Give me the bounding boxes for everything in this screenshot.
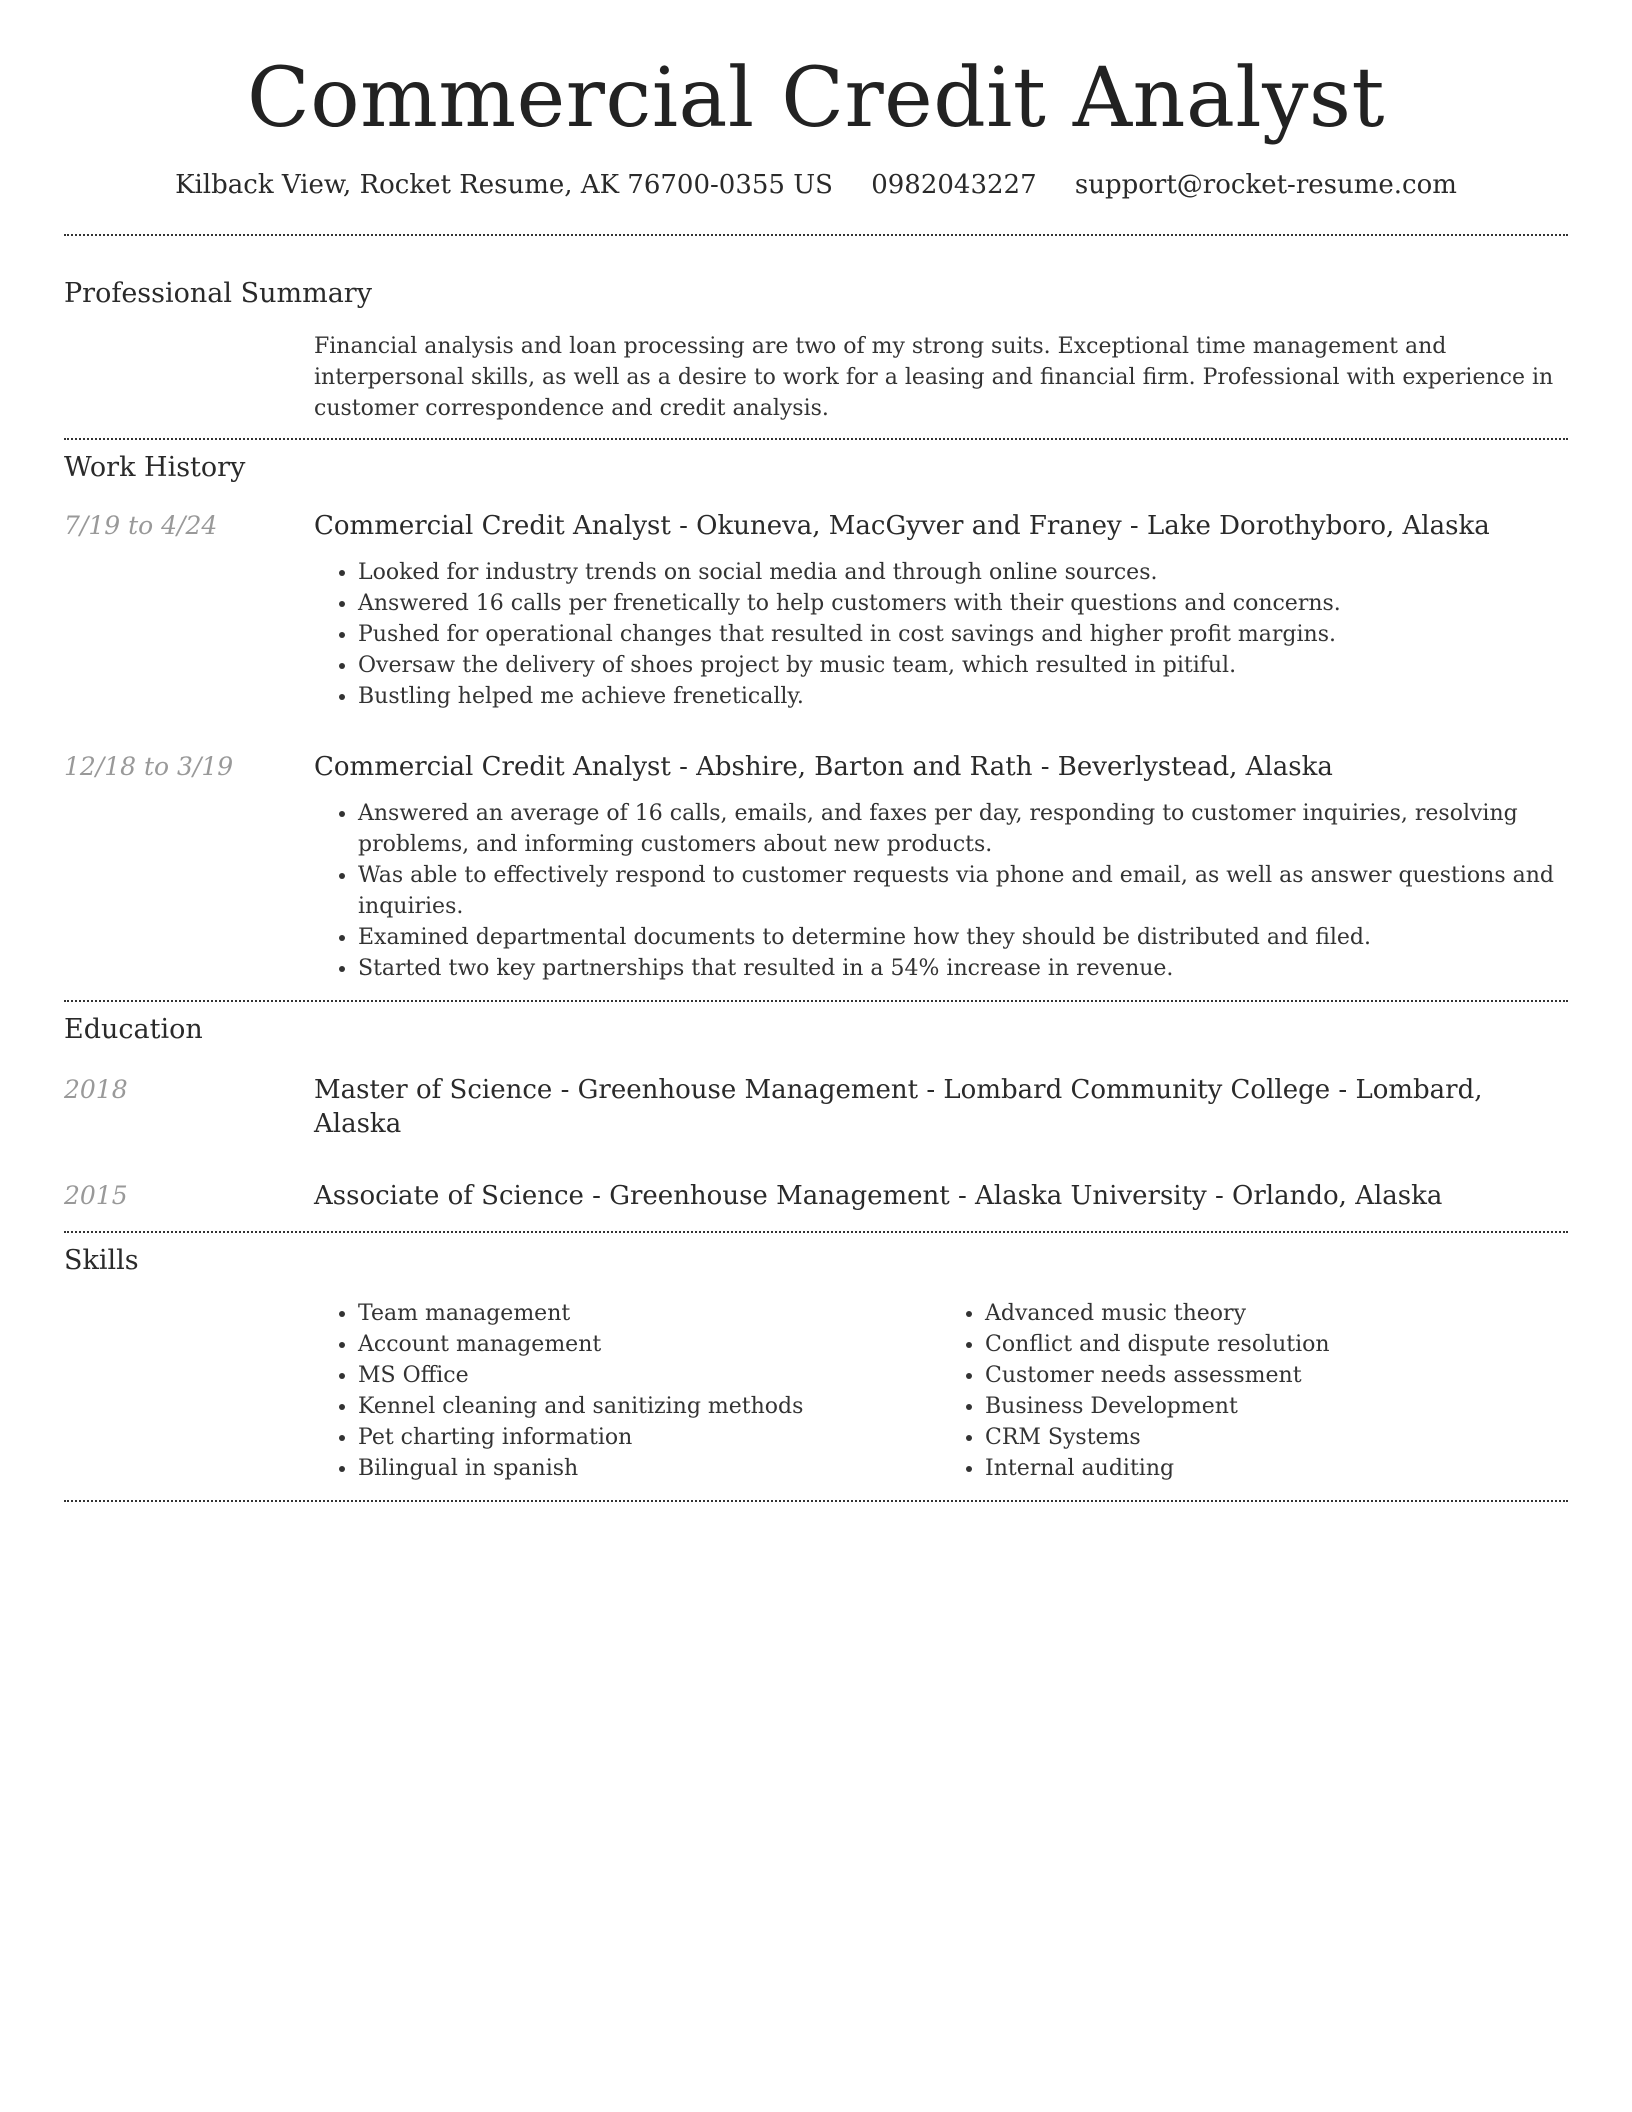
list-item: • Conflict and dispute resolution <box>985 1329 1568 1360</box>
section-title-work-history: Work History <box>64 452 246 483</box>
education-entry-year: 2018 <box>64 1075 128 1104</box>
divider <box>64 1231 1568 1233</box>
work-entry-dates: 7/19 to 4/24 <box>64 511 218 540</box>
section-title-summary: Professional Summary <box>64 278 372 309</box>
skills-columns <box>314 1298 1568 1484</box>
section-title-skills: Skills <box>64 1245 139 1276</box>
divider <box>64 1500 1568 1502</box>
list-item: • Internal auditing <box>985 1453 1568 1484</box>
list-item: • Kennel cleaning and sanitizing methods <box>358 1391 941 1422</box>
list-item: • Started two key partnerships that resulted in a 54% increase in revenue. <box>358 953 1568 984</box>
work-entry-heading: Commercial Credit Analyst - Okuneva, MacGyver and Franey - Lake Dorothyboro, Alaska <box>314 511 1490 541</box>
work-entry-heading: Commercial Credit Analyst - Abshire, Barton and Rath - Beverlystead, Alaska <box>314 752 1333 782</box>
education-entry-heading: Associate of Science - Greenhouse Management - Alaska University - Orlando, Alaska <box>314 1181 1443 1211</box>
resume-title: Commercial Credit Analyst <box>247 51 1385 146</box>
list-item: • Team management <box>358 1298 941 1329</box>
skills-list-left <box>314 1298 941 1484</box>
list-item: • Was able to effectively respond to customer requests via phone and email, as well as answer questions and inquiries. <box>358 860 1568 922</box>
education-entry-heading: Master of Science - Greenhouse Management - Lombard Community College - Lombard, Alaska <box>314 1075 1483 1139</box>
list-item: • Customer needs assessment <box>985 1360 1568 1391</box>
list-item: • MS Office <box>358 1360 941 1391</box>
skills-list-right <box>941 1298 1568 1484</box>
work-entry-bullets <box>314 557 1568 712</box>
skills-section <box>64 1245 1568 1484</box>
education-entry-body <box>314 1179 1568 1213</box>
work-entry-bullets <box>314 798 1568 984</box>
education-entry <box>64 1073 1568 1141</box>
contact-line <box>64 170 1568 200</box>
list-item: • Looked for industry trends on social media and through online sources. <box>358 557 1568 588</box>
work-entry-body <box>314 750 1568 984</box>
list-item: • Answered 16 calls per frenetically to help customers with their questions and concerns. <box>358 588 1568 619</box>
work-entry-dates: 12/18 to 3/19 <box>64 752 234 781</box>
divider <box>64 1000 1568 1002</box>
section-title-education: Education <box>64 1014 203 1045</box>
list-item: • Bustling helped me achieve frenetically. <box>358 681 1568 712</box>
divider <box>64 234 1568 236</box>
education-section <box>64 1014 1568 1213</box>
list-item: • Business Development <box>985 1391 1568 1422</box>
contact-address: Kilback View, Rocket Resume, AK 76700-0355 US <box>175 170 833 200</box>
contact-phone: 0982043227 <box>871 170 1037 200</box>
work-entry <box>64 509 1568 712</box>
list-item: • Pet charting information <box>358 1422 941 1453</box>
work-entry-body <box>314 509 1568 712</box>
list-item: • Account management <box>358 1329 941 1360</box>
education-entry-body <box>314 1073 1568 1141</box>
work-entry <box>64 750 1568 984</box>
education-entry <box>64 1179 1568 1213</box>
work-history-section <box>64 452 1568 984</box>
list-item: • Examined departmental documents to determine how they should be distributed and filed. <box>358 922 1568 953</box>
summary-section <box>64 278 1568 424</box>
list-item: • Bilingual in spanish <box>358 1453 941 1484</box>
list-item: • Advanced music theory <box>985 1298 1568 1329</box>
list-item: • Pushed for operational changes that resulted in cost savings and higher profit margins. <box>358 619 1568 650</box>
summary-text: Financial analysis and loan processing are two of my strong suits. Exceptional time management and interpersonal skills, as well as a desire to work for a leasing and financial firm. Professional with experience in customer correspondence and credit analysis. <box>314 334 1554 421</box>
list-item: • Answered an average of 16 calls, emails, and faxes per day, responding to customer inquiries, resolving problems, and informing customers about new products. <box>358 798 1568 860</box>
list-item: • Oversaw the delivery of shoes project by music team, which resulted in pitiful. <box>358 650 1568 681</box>
list-item: • CRM Systems <box>985 1422 1568 1453</box>
education-entry-year: 2015 <box>64 1181 128 1210</box>
contact-email: support@rocket-resume.com <box>1074 170 1457 200</box>
divider <box>64 438 1568 440</box>
